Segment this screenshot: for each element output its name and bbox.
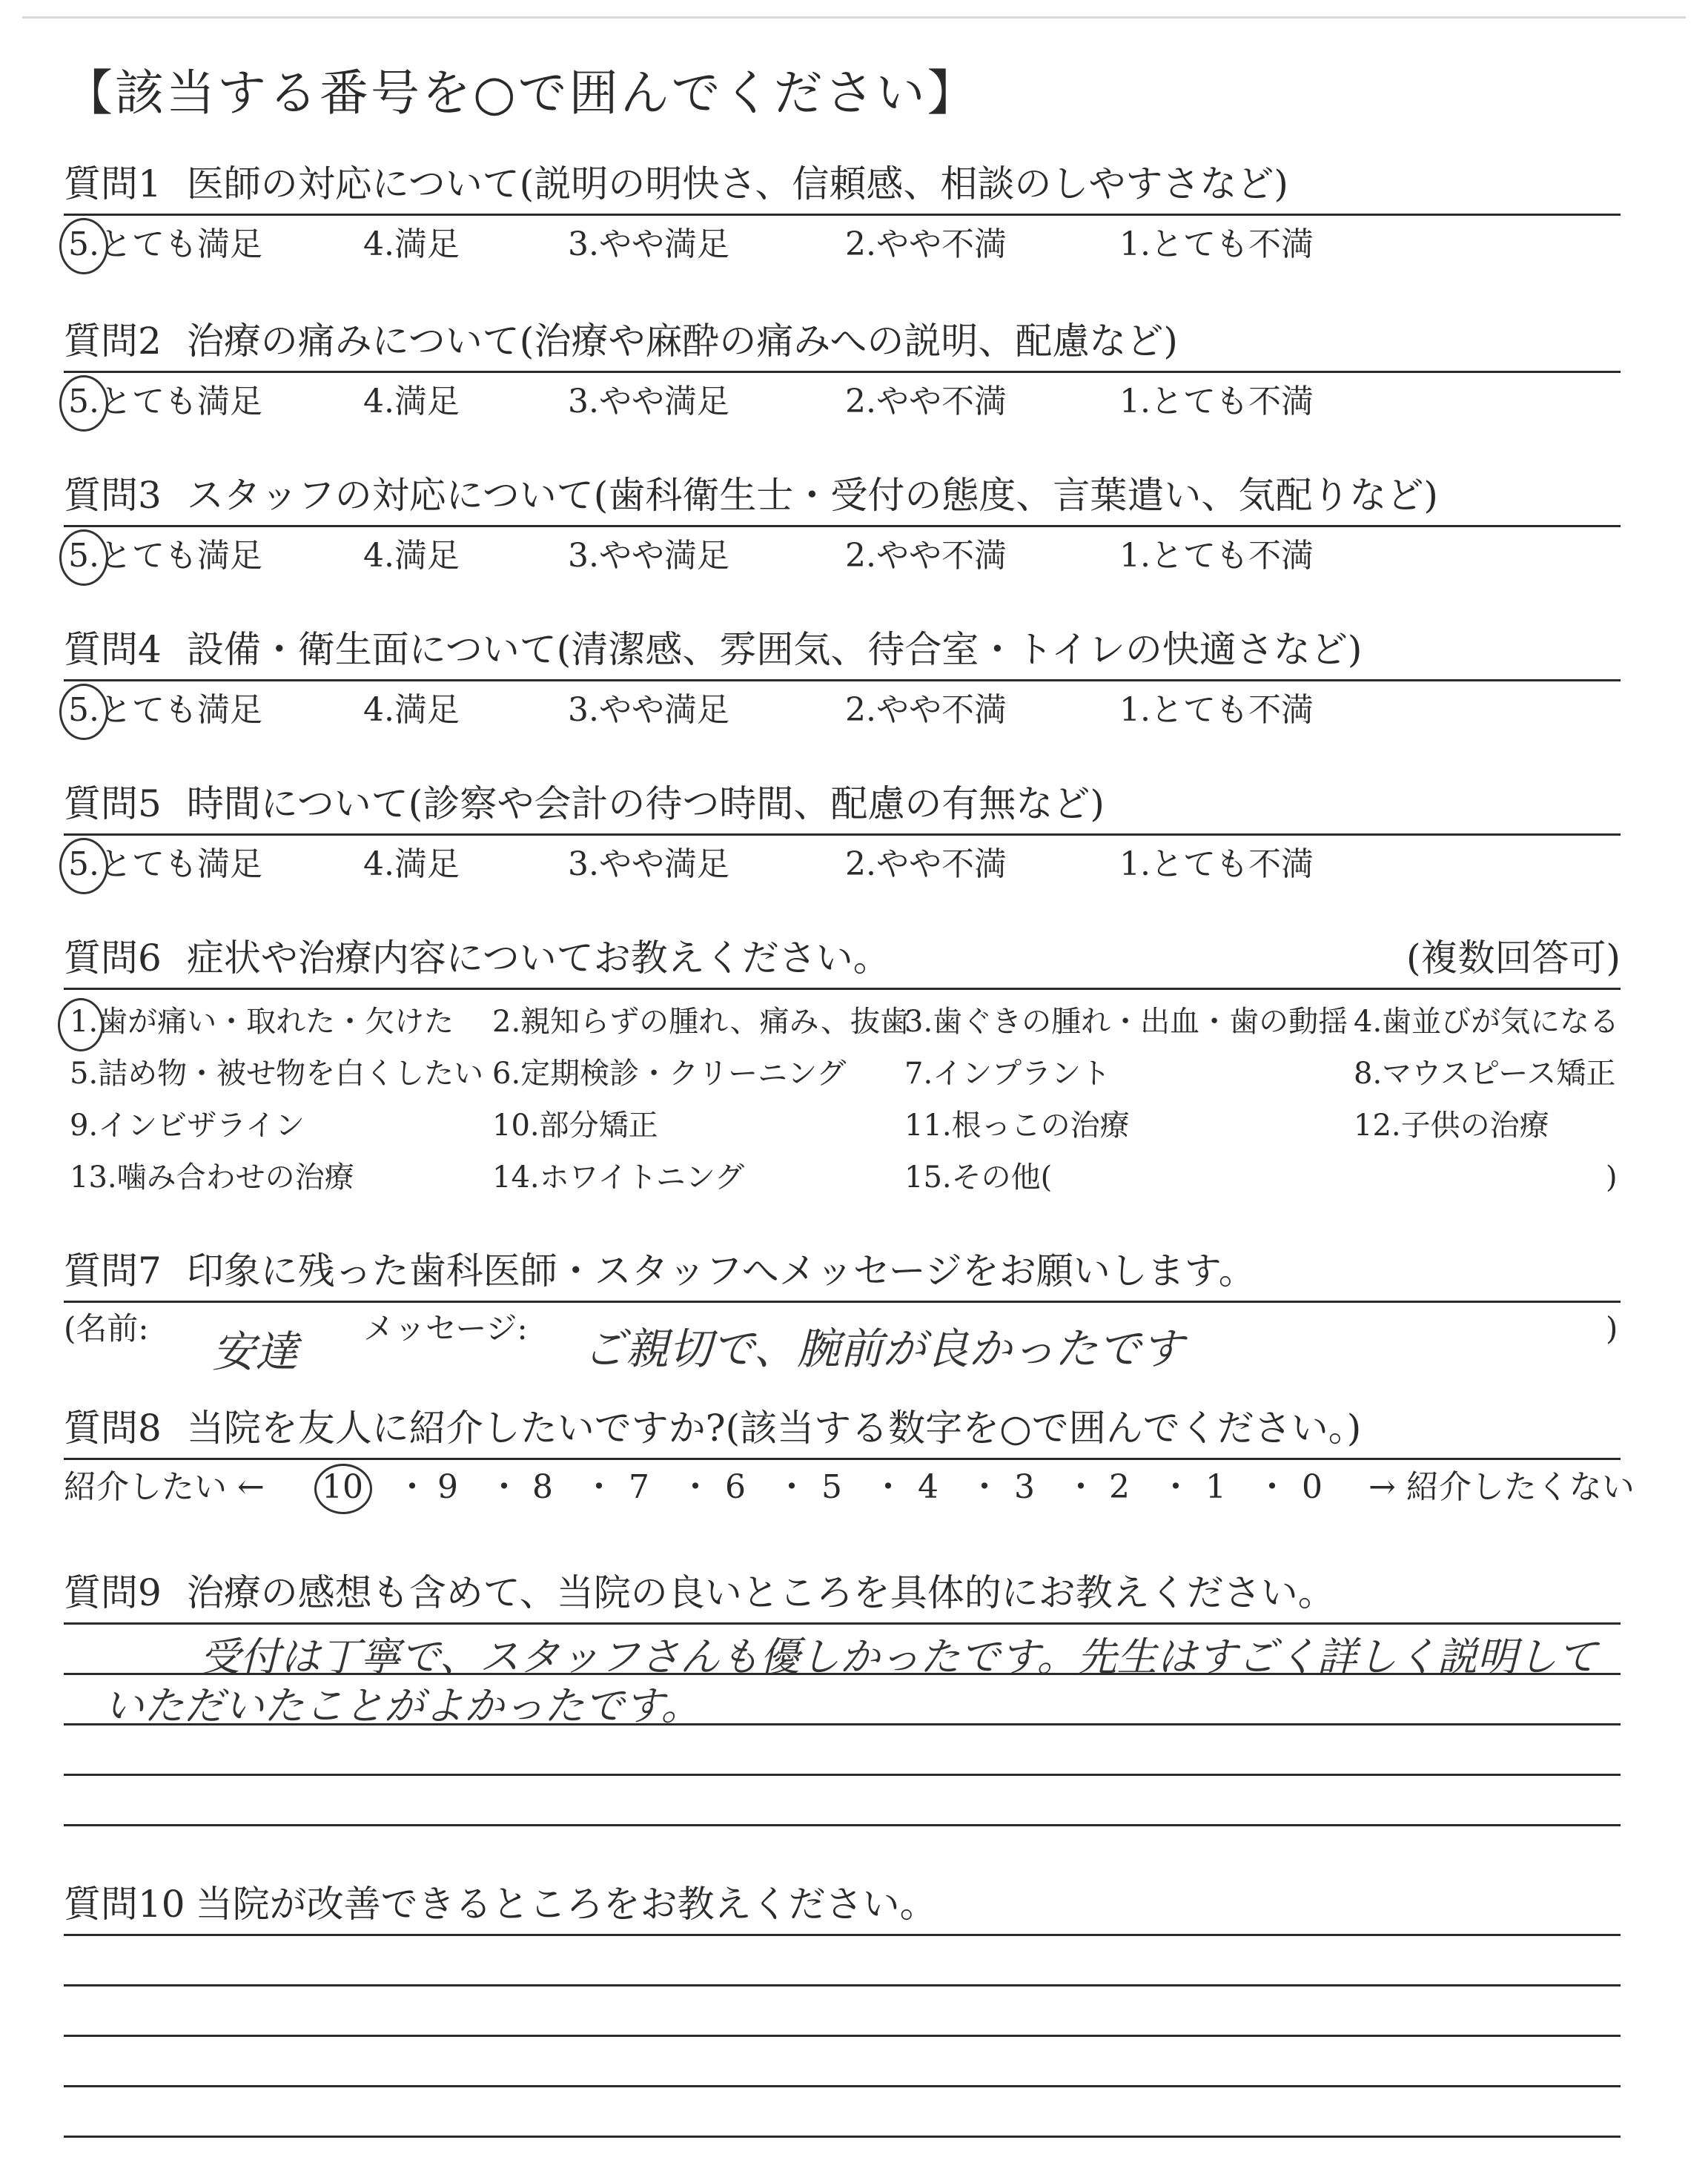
- question-number: 質問3: [64, 474, 162, 517]
- option-4[interactable]: 4.満足: [363, 383, 460, 420]
- question-9: [64, 1571, 1621, 1615]
- message-value[interactable]: ご親切で、腕前が良かったです: [583, 1324, 1184, 1374]
- option-1[interactable]: 1.とても不満: [1119, 845, 1314, 883]
- question-10: [64, 1882, 1621, 1926]
- option-2[interactable]: 2.やや不満: [845, 383, 1007, 420]
- question-number: 質問8: [64, 1407, 162, 1450]
- answer-line: [64, 1824, 1621, 1826]
- question-4: [64, 627, 1621, 672]
- question-rule: [64, 833, 1621, 836]
- treatment-option[interactable]: 8.マウスピース矯正: [1354, 1057, 1616, 1091]
- option-4[interactable]: 4.満足: [363, 225, 460, 263]
- answer-line: [64, 2035, 1621, 2037]
- recommend-scale: 紹介したい ← 10 ・ 9 ・ 8 ・ 7 ・ 6 ・ 5 ・ 4 ・ 3 ・ 2 ・ 1 ・ 0 → 紹介したくない: [64, 1465, 1621, 1510]
- option-2[interactable]: 2.やや不満: [845, 691, 1007, 729]
- scale-6[interactable]: 6: [725, 1468, 746, 1506]
- treatment-option[interactable]: 14.ホワイトニング: [492, 1160, 745, 1195]
- question-8: [64, 1406, 1621, 1450]
- treatment-options: [64, 1001, 1621, 1209]
- question-number: 質問9: [64, 1571, 162, 1614]
- option-1[interactable]: 1.とても不満: [1119, 537, 1314, 575]
- treatment-option[interactable]: 7.インプラント: [904, 1057, 1111, 1091]
- question-rule: [64, 371, 1621, 373]
- question-number: 質問1: [64, 162, 162, 205]
- question-text: 印象に残った歯科医師・スタッフへメッセージをお願いします。: [186, 1249, 1256, 1292]
- question-7: [64, 1249, 1621, 1293]
- scale-1[interactable]: 1: [1205, 1468, 1226, 1506]
- page-header: 【該当する番号を○で囲んでください】: [64, 65, 979, 122]
- question-6: [64, 936, 1621, 980]
- option-5[interactable]: 5.とても満足: [68, 225, 262, 263]
- question-rule: [64, 988, 1621, 990]
- treatment-option[interactable]: 6.定期検診・クリーニング: [492, 1057, 847, 1091]
- question-5: [64, 782, 1621, 826]
- option-4[interactable]: 4.満足: [363, 537, 460, 575]
- scale-7[interactable]: 7: [629, 1468, 649, 1506]
- answer-line: [64, 1984, 1621, 1986]
- question-text: 医師の対応について(説明の明快さ、信頼感、相談のしやすさなど): [186, 162, 1288, 205]
- answer-line: [64, 1622, 1621, 1625]
- option-1[interactable]: 1.とても不満: [1119, 225, 1314, 263]
- other-close-paren: ): [1606, 1160, 1618, 1195]
- question-rule: [64, 214, 1621, 216]
- question-text: スタッフの対応について(歯科衛生士・受付の態度、言葉遣い、気配りなど): [186, 474, 1438, 517]
- treatment-option[interactable]: 5.詰め物・被せ物を白くしたい: [70, 1057, 484, 1091]
- treatment-option[interactable]: 10.部分矯正: [492, 1109, 658, 1143]
- selection-circle: [58, 998, 104, 1051]
- scale-9[interactable]: 9: [437, 1468, 458, 1506]
- option-3[interactable]: 3.やや満足: [568, 845, 729, 883]
- option-5[interactable]: 5.とても満足: [68, 537, 262, 575]
- options-row-5: [64, 842, 1621, 887]
- name-value[interactable]: 安達: [212, 1327, 299, 1377]
- option-4[interactable]: 4.満足: [363, 691, 460, 729]
- message-close: ): [1606, 1310, 1618, 1347]
- option-5[interactable]: 5.とても満足: [68, 383, 262, 420]
- treatment-option[interactable]: 9.インビザライン: [70, 1109, 305, 1143]
- scale-4[interactable]: 4: [918, 1468, 939, 1506]
- scale-0[interactable]: 0: [1302, 1468, 1323, 1506]
- option-3[interactable]: 3.やや満足: [568, 225, 729, 263]
- options-row-3: [64, 534, 1621, 578]
- question-rule: [64, 679, 1621, 681]
- selection-circle: [59, 375, 108, 432]
- question-text: 当院が改善できるところをお教えください。: [195, 1883, 937, 1926]
- question-1: [64, 162, 1621, 206]
- scale-2[interactable]: 2: [1109, 1468, 1130, 1506]
- selection-circle: [59, 218, 108, 274]
- question-text: 時間について(診察や会計の待つ時間、配慮の有無など): [186, 782, 1105, 825]
- question-3: [64, 473, 1621, 518]
- selection-circle: [59, 684, 108, 740]
- name-label: (名前:: [64, 1310, 149, 1347]
- question-number: 質問5: [64, 782, 162, 825]
- multiple-answers-note: (複数回答可): [1406, 937, 1621, 980]
- selection-circle: [59, 838, 108, 894]
- answer-line: [64, 1934, 1621, 1936]
- question-text: 当院を友人に紹介したいですか?(該当する数字を○で囲んでください。): [186, 1407, 1362, 1450]
- option-3[interactable]: 3.やや満足: [568, 383, 729, 420]
- treatment-option[interactable]: 2.親知らずの腫れ、痛み、抜歯: [492, 1005, 910, 1039]
- scale-3[interactable]: 3: [1014, 1468, 1035, 1506]
- question-rule: [64, 525, 1621, 527]
- question-text: 設備・衛生面について(清潔感、雰囲気、待合室・トイレの快適さなど): [186, 628, 1363, 671]
- answer-line: [64, 2136, 1621, 2138]
- scale-left-label: 紹介したい ←: [64, 1468, 265, 1506]
- option-2[interactable]: 2.やや不満: [845, 225, 1007, 263]
- option-1[interactable]: 1.とても不満: [1119, 383, 1314, 420]
- answer-line: [64, 1774, 1621, 1776]
- question-rule: [64, 1458, 1621, 1460]
- scale-5[interactable]: 5: [821, 1468, 842, 1506]
- answer-text-line-2[interactable]: いただいたことがよかったです。: [104, 1682, 701, 1729]
- treatment-option[interactable]: 4.歯並びが気になる: [1354, 1005, 1620, 1039]
- question-2: [64, 319, 1621, 363]
- question-text: 症状や治療内容についてお教えください。: [186, 937, 890, 980]
- question-text: 治療の痛みについて(治療や麻酔の痛みへの説明、配慮など): [186, 320, 1178, 363]
- treatment-option[interactable]: 1.歯が痛い・取れた・欠けた: [70, 1005, 454, 1039]
- answer-line: [64, 2085, 1621, 2087]
- question-number: 質問10: [64, 1883, 185, 1926]
- question-rule: [64, 1301, 1621, 1303]
- selection-circle: [314, 1464, 372, 1514]
- question-number: 質問2: [64, 320, 162, 363]
- option-2[interactable]: 2.やや不満: [845, 537, 1007, 575]
- options-row-4: [64, 688, 1621, 733]
- option-4[interactable]: 4.満足: [363, 845, 460, 883]
- selection-circle: [59, 529, 108, 586]
- question-text: 治療の感想も含めて、当院の良いところを具体的にお教えください。: [186, 1571, 1335, 1614]
- options-row-2: [64, 380, 1621, 424]
- options-row-1: [64, 222, 1621, 267]
- treatment-option[interactable]: 3.歯ぐきの腫れ・出血・歯の動揺: [904, 1005, 1348, 1039]
- scale-8[interactable]: 8: [532, 1468, 553, 1506]
- message-label: メッセージ:: [363, 1310, 528, 1347]
- question-number: 質問4: [64, 628, 162, 671]
- option-3[interactable]: 3.やや満足: [568, 691, 729, 729]
- message-row: [64, 1307, 1621, 1377]
- question-number: 質問7: [64, 1249, 162, 1292]
- option-5[interactable]: 5.とても満足: [68, 845, 262, 883]
- treatment-option[interactable]: 13.噛み合わせの治療: [70, 1160, 354, 1195]
- question-number: 質問6: [64, 937, 162, 980]
- top-border: [22, 16, 1686, 19]
- treatment-option[interactable]: 11.根っこの治療: [904, 1109, 1130, 1143]
- scale-right-label: → 紹介したくない: [1368, 1468, 1635, 1506]
- treatment-option[interactable]: 12.子供の治療: [1354, 1109, 1549, 1143]
- option-1[interactable]: 1.とても不満: [1119, 691, 1314, 729]
- option-3[interactable]: 3.やや満足: [568, 537, 729, 575]
- scale-10[interactable]: 10: [322, 1468, 363, 1506]
- answer-text-line-1[interactable]: 受付は丁寧で、スタッフさんも優しかったです。先生はすごく詳しく説明して: [200, 1634, 1598, 1680]
- option-2[interactable]: 2.やや不満: [845, 845, 1007, 883]
- treatment-option[interactable]: 15.その他(: [904, 1160, 1053, 1195]
- option-5[interactable]: 5.とても満足: [68, 691, 262, 729]
